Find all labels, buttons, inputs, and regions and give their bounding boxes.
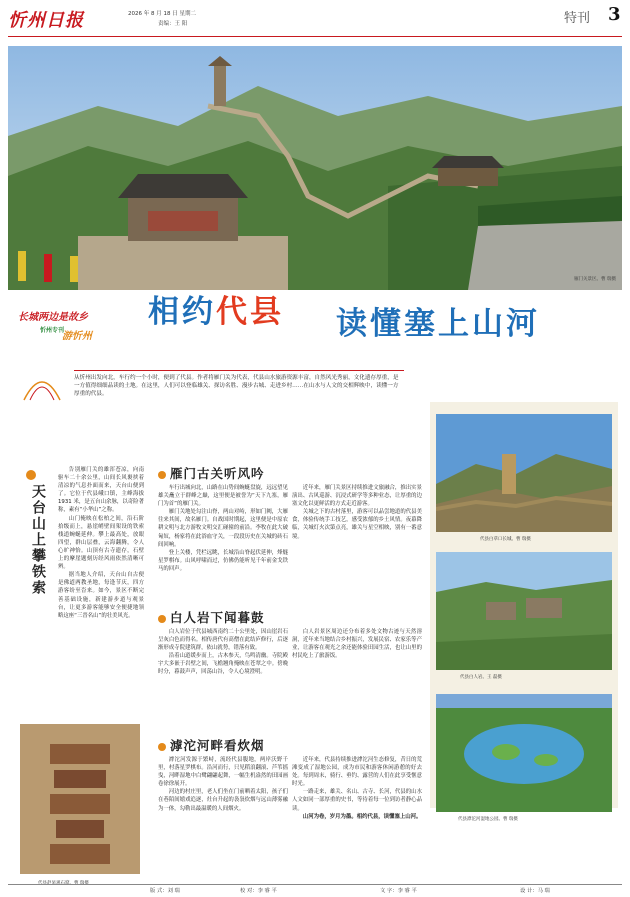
bairenyan-paragraph: 白人岩景区周边还分布着多处文物古迹与天然溶洞，近年来当地结合乡村振兴，发展民宿、农家乐等产业，让游客在观光之余还能体验田园生活，也让山里的村民吃上了旅游饭。 — [292, 629, 422, 660]
header-divider — [8, 36, 622, 37]
great-wall-caption: 代县白草口长城。曹 瑞摄 — [480, 537, 531, 542]
section-title-tiantaishan: 天台山上攀铁索 — [30, 484, 46, 596]
bullet-dot-icon — [26, 470, 36, 480]
page-number: 3 — [608, 4, 621, 25]
yanmen-column-left — [158, 484, 288, 573]
section-heading-text: 滹沱河畔看炊烟 — [170, 738, 265, 753]
main-title-part2: 读懂塞上山河 — [336, 306, 540, 342]
date-line: 2026 年 8 月 18 日 星期二 — [128, 11, 196, 17]
lead-paragraph-box — [74, 370, 404, 414]
footer-divider — [8, 884, 622, 885]
bairenyan-column-right — [292, 628, 422, 660]
temple-illustration — [436, 552, 612, 670]
page-header — [0, 0, 630, 46]
yanmen-paragraph: 车行出城向北，山路在山势间蜿蜒盘旋，远远望见雄关矗立于群峰之巅，这里便是被誉为“天下九塞，雁门为首”的雁门关。 — [158, 485, 288, 508]
yanmen-paragraph: 关城之下的古村落里，游客可以品尝地道的代县美食，体验传统手工技艺，感受浓郁的乡土风情。夜幕降临，关城灯火次第点亮，雄关与星空相映，别有一番意境。 — [292, 509, 422, 540]
hutuohe-paragraph: 河边的村庄里，老人们坐在门前晒着太阳，孩子们在巷陌间嬉戏追逐，灶台升起的袅袅炊烟与远山薄雾融为一体，勾勒出最温暖的人间烟火。 — [158, 789, 288, 812]
hero-illustration — [8, 46, 622, 290]
footer-proof: 校 对：李 睿 平 — [240, 888, 277, 894]
great-wall-illustration — [436, 414, 612, 532]
temple-photo — [436, 552, 612, 670]
great-wall-photo — [436, 414, 612, 532]
bairenyan-column-left — [158, 628, 288, 677]
section-heading-bairenyan — [158, 608, 265, 626]
left-article-column — [58, 466, 144, 620]
footer-design: 版 式：刘 瑞 — [150, 888, 180, 894]
stone-cave-photo — [20, 724, 140, 874]
yanmen-paragraph: 雁门关地处勾注山脊，两山对峙，形如门阙，大雁往来其间，故名雁门。自战国时期起，这里便是中原农耕文明与北方游牧文明交汇碰撞的前沿。李牧在此大破匈奴，杨家将在此浴血守关，一段段历史在关城的砖石间回响。 — [158, 509, 288, 548]
series-logo: 长城两边是故乡 — [18, 312, 88, 323]
yanmen-paragraph: 近年来，雁门关景区持续推进文旅融合，推出实景演出、古风巡游、沉浸式研学等多种业态，让厚重的边塞文化以更鲜活的方式走近游客。 — [292, 485, 422, 508]
section-heading-text: 雁门古关听风吟 — [170, 466, 265, 481]
hutuohe-paragraph: 一路走来，雄关、名山、古寺、长河，代县的山水人文如同一部厚重的史书，等待着每一位到访者静心品读。 — [292, 789, 422, 812]
footer-text: 文 字：李 睿 平 — [380, 888, 417, 894]
bullet-dot-icon — [158, 471, 166, 479]
stone-cave-illustration — [20, 724, 140, 874]
main-title-highlight: 代县 — [216, 294, 284, 330]
hutuohe-paragraph: 近年来，代县持续推进滹沱河生态修复，昔日的荒滩变成了湿地公园，成为市民和游客休闲游憩的好去处。每到周末，骑行、垂钓、露营的人们在此享受惬意时光。 — [292, 757, 422, 788]
section-label: 特刊 — [564, 11, 591, 26]
left-paragraph: 据当地人介绍，天台山自古便是佛道两教圣地，每逢节庆，四方游客纷至沓来。如今，景区不断完善基础设施，新建游步道与观景台，让更多游客能够安全便捷地领略这座“三晋名山”的壮美风光。 — [58, 572, 144, 619]
bullet-dot-icon — [158, 615, 166, 623]
series-sub-label-2: 游忻州 — [62, 331, 92, 342]
lead-paragraph: 从忻州出发向北，车行约一个小时，便到了代县。作者将雁门关为代表，代县山水旅游资源丰富，自然风光秀丽，文化遗存厚重，是一方值得细细品读的土地。在这里，人们可以登临雄关、探访名胜、漫步古城、走进乡村……在山水与人文的交相辉映中，读懂一方厚重的代县。 — [74, 375, 399, 398]
series-sub-label: 忻州专刊 — [40, 327, 65, 334]
wetland-caption: 代县滹沱河湿地公园。曹 瑞摄 — [458, 817, 518, 822]
bairenyan-paragraph: 沿着山道缓步而上，古木参天，鸟鸣清幽。寺院殿宇大多嵌于岩壁之间，飞檐翘角掩映在苍翠之中。傍晚时分，暮鼓声声，回荡山谷，令人心境澄明。 — [158, 653, 288, 676]
hero-photo — [8, 46, 622, 290]
bullet-dot-icon — [158, 743, 166, 751]
wetland-illustration — [436, 694, 612, 812]
section-heading-yanmen — [158, 464, 265, 482]
section-heading-hutuohe — [158, 736, 265, 754]
newspaper-masthead: 忻州日报 — [8, 10, 84, 31]
left-paragraph: 告别雁门关的雄浑苍凉，向南驱车二十余公里，山间长风裹挟着清凉的气息扑面而来，天台山便到了。它位于代县峨口镇，主峰海拔 1931 米，是五台山余脉，以奇险著称，素有“小华山”之称。 — [58, 467, 144, 514]
left-paragraph: 山门掩映在松柏之间，沿石阶拾级而上，悬崖峭壁间架设的铁索栈道蜿蜒延伸。攀上最高处，放眼四望，群山层叠，云海翻腾，令人心旷神怡。山顶有古寺遗存，石壁上的摩崖题刻历经风雨依然清晰可辨。 — [58, 515, 144, 571]
temple-caption: 代县白人岩。王 磊摄 — [460, 675, 502, 680]
section-heading-text: 白人岩下闻暮鼓 — [170, 610, 265, 625]
page-footer — [0, 886, 630, 896]
wetland-photo — [436, 694, 612, 812]
hutuohe-column-right — [292, 756, 422, 821]
hutuohe-closing: 山河为卷，岁月为墨。相约代县，读懂塞上山河。 — [302, 813, 422, 820]
hero-caption: 雁门关景区。曹 瑞摄 — [574, 277, 616, 282]
footer-edit: 设 计：马 瑞 — [520, 888, 550, 894]
yanmen-column-right — [292, 484, 422, 541]
ornament-icon — [20, 360, 64, 404]
hutuohe-column-left — [158, 756, 288, 813]
bairenyan-paragraph: 白人岩位于代县城西南约二十公里处，因山崖岩石呈灰白色而得名。相传唐代有高僧在此结庐修行，后逐渐形成寺院建筑群，依山就势，错落有致。 — [158, 629, 288, 652]
main-title-part1: 相约 — [148, 294, 216, 330]
hutuohe-paragraph: 滹沱河发源于繁峙，流经代县腹地，两岸沃野千里，村落星罗棋布。沿河而行，只见稻浪翻滚、芦苇摇曳，河畔湿地中白鹭翩翩起舞，一幅生机盎然的田园画卷徐徐展开。 — [158, 757, 288, 788]
yanmen-paragraph: 登上关楼，凭栏远眺，长城沿山脊起伏延伸，烽燧星罗棋布。山风呼啸而过，仿佛仍能听见千年前金戈铁马的回声。 — [158, 549, 288, 572]
main-title — [148, 286, 284, 331]
editor-line: 责编：王 阳 — [158, 21, 188, 27]
